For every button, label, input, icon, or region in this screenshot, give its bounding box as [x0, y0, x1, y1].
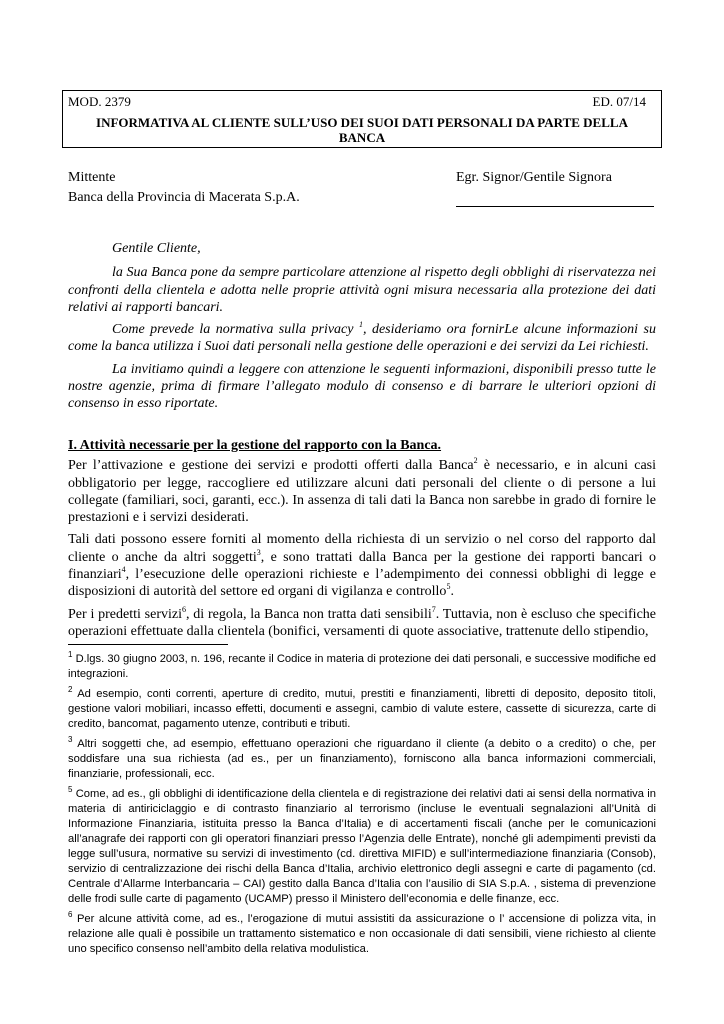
- footnote-text: Altri soggetti che, ad esempio, effettuano operazioni che riguardano il cliente (a debito o a credito) o che, per soddisfare una sua richiesta (ad es., per un finanziamento), forniscono alla banca informazioni commerciali, finanziarie, professionali, ecc.: [68, 738, 656, 780]
- greeting: Gentile Cliente,: [112, 241, 201, 256]
- footnote-number: 6: [68, 910, 73, 919]
- section-1-paragraph-2: [68, 531, 656, 600]
- section-1-paragraph-3-text-b: , di regola, la Banca non tratta dati sensibili: [186, 606, 432, 622]
- footnote-ref-3: 3: [256, 547, 261, 557]
- section-1-paragraph-3-text-c: . Tuttavia, non è escluso che specifiche operazioni effettuate dalla clientela (bonifici, versamenti di quote associative, trattenute dello stipendio,: [68, 606, 656, 639]
- footnote-3: [68, 737, 656, 782]
- document-title-line2: BANCA: [338, 130, 386, 145]
- footnote-6: [68, 912, 656, 957]
- document-title-line1: INFORMATIVA AL CLIENTE SULL’USO DEI SUOI DATI PERSONALI DA PARTE DELLA: [96, 115, 628, 130]
- footnote-number: 2: [68, 685, 73, 694]
- footnote-5: [68, 787, 656, 907]
- sender-name: Banca della Provincia di Macerata S.p.A.: [68, 190, 300, 205]
- footnote-number: 1: [68, 650, 73, 659]
- footnote-text: Ad esempio, conti correnti, aperture di credito, mutui, prestiti e finanziamenti, libretti di deposito, deposito titoli, gestione valori mobiliari, incasso effetti, documenti e assegni, cambio di valute estere, cassette di sicurezza, carte di credito, bancomat, pagamento utenze, contributi e tributi.: [68, 688, 656, 730]
- sender-label: Mittente: [68, 170, 116, 185]
- header-box: [62, 90, 662, 148]
- footnote-2: [68, 687, 656, 732]
- form-code: MOD. 2379: [68, 94, 131, 109]
- footnote-text: Come, ad es., gli obblighi di identificazione della clientela e di registrazione dei relativi dati ai sensi della normativa in materia di antiriciclaggio e di contrasto finanziario al terrorismo (incluse le eventuali segnalazioni all’Unità di Informazione Finanziaria, istituita presso la Banca d’Italia) e di accertamenti fiscali (anche per le comunicazioni all’anagrafe dei rapporti con gli operatori finanziari presso l’Agenzia delle Entrate), nonché gli adempimenti previsti da legge sull’usura, normative su servizi di investimento (cd. direttiva MIFID) e sull’intermediazione finanziaria (Consob), servizio di centralizzazione dei rischi della Banca d’Italia, archivio elettronico degli assegni e carte di pagamento (cd. Centrale d’Allarme Interbancaria – CAI) gestito dalla Banca d’Italia con l’ausilio di SIA S.p.A. , sistema di prevenzione delle frodi sulle carte di pagamento (UCAMP) presso il Ministero dell’economia e delle finanze, ecc.: [68, 788, 656, 905]
- footnotes: [68, 652, 656, 962]
- intro-paragraph-2-text-b: , desideriamo ora fornirLe alcune informazioni su come la banca utilizza i Suoi dati personali nella gestione delle operazioni e dei servizi da Lei richiesti.: [68, 322, 656, 355]
- footnote-text: Per alcune attività come, ad es., l’erogazione di mutui assistiti da assicurazione o l’ accensione di polizza vita, in relazione alle quali è possibile un trattamento sistematico e non occasionale di dati sensibili, viene richiesto al cliente uno specifico consenso nell’ambito della relativa modulistica.: [68, 913, 656, 955]
- footnote-number: 5: [68, 785, 73, 794]
- footnote-separator: [68, 644, 228, 645]
- recipient-label: Egr. Signor/Gentile Signora: [456, 170, 612, 185]
- intro-section: [68, 240, 656, 418]
- section-1-paragraph-2-text-c: , l’esecuzione delle operazioni richieste e l’adempimento dei connessi obblighi di legge e disposizioni di autorità del settore ed organi di vigilanza e controllo: [68, 567, 656, 600]
- section-1-paragraph-1-text-a: Per l’attivazione e gestione dei servizi e prodotti offerti dalla Banca: [68, 458, 474, 474]
- section-1-paragraph-2-text-d: .: [450, 584, 454, 600]
- intro-paragraph-3: La invitiamo quindi a leggere con attenzione le seguenti informazioni, disponibili presso tutte le nostre agenzie, prima di firmare l’allegato modulo di consenso e di barrare le ulteriori opzioni di consenso in esso riportate.: [68, 361, 656, 412]
- edition-code: ED. 07/14: [592, 94, 646, 109]
- footnote-text: D.lgs. 30 giugno 2003, n. 196, recante il Codice in materia di protezione dei dati personali, e successive modifiche ed integrazioni.: [68, 653, 656, 680]
- footnote-ref-1: 1: [358, 320, 363, 330]
- intro-paragraph-2-text-a: Come prevede la normativa sulla privacy: [112, 322, 359, 338]
- footnote-ref-2: 2: [473, 456, 478, 466]
- footnote-ref-5: 5: [446, 582, 451, 592]
- footnote-number: 3: [68, 735, 73, 744]
- section-1-paragraph-3-text-a: Per i predetti servizi: [68, 606, 183, 622]
- section-1-heading: I. Attività necessarie per la gestione del rapporto con la Banca.: [68, 438, 442, 453]
- footnote-ref-6: 6: [182, 604, 187, 614]
- section-1-paragraph-3: [68, 606, 656, 641]
- footnote-ref-4: 4: [121, 565, 126, 575]
- section-1: [68, 437, 656, 640]
- recipient-blank-line: [456, 206, 654, 207]
- section-1-paragraph-1: [68, 457, 656, 526]
- intro-paragraph-2: [68, 321, 656, 356]
- footnote-ref-7: 7: [431, 604, 436, 614]
- section-1-paragraph-2-text-a: Tali dati possono essere forniti al momento della richiesta di un servizio o nel corso del rapporto dal cliente o anche da altri soggetti: [68, 532, 656, 565]
- footnote-1: [68, 652, 656, 682]
- section-1-paragraph-2-text-b: , e sono trattati dalla Banca per la gestione dei rapporti bancari o finanziari: [68, 549, 657, 583]
- intro-paragraph-1: la Sua Banca pone da sempre particolare attenzione al rispetto degli obblighi di riservatezza nei confronti della clientela e adotta nelle proprie attività ogni misura necessaria alla protezione dei dati relativi ai rapporti bancari.: [68, 265, 656, 315]
- section-1-paragraph-1-text-b: è necessario, e in alcuni casi obbligatorio per legge, raccogliere ed utilizzare alcuni dati personali del cliente o di persone a lui collegate (familiari, soci, garanti, ecc.). In assenza di tali dati la Banca non sarebbe in grado di fornire le prestazioni e i servizi desiderati.: [68, 458, 656, 526]
- document-title: [73, 115, 651, 145]
